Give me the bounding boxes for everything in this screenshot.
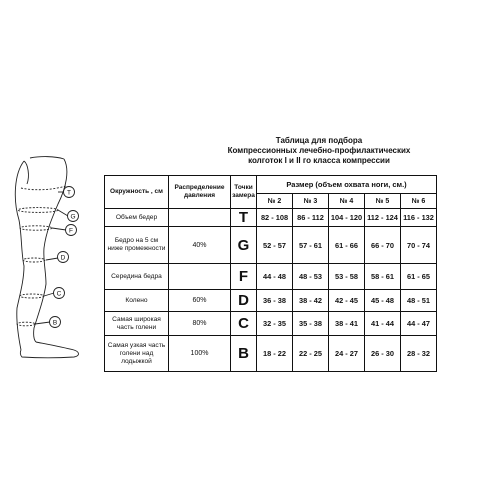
- row-value: 42 - 45: [329, 290, 365, 312]
- row-name: Объем бедер: [105, 209, 169, 227]
- row-value: 86 - 112: [293, 209, 329, 227]
- row-value: 53 - 58: [329, 264, 365, 290]
- size-table: [104, 175, 437, 372]
- row-distribution: 60%: [169, 290, 231, 312]
- marker-g-label: G: [70, 213, 76, 221]
- row-value: 32 - 35: [257, 312, 293, 336]
- row-distribution: 80%: [169, 312, 231, 336]
- row-distribution: 40%: [169, 227, 231, 264]
- marker-t-label: T: [67, 189, 71, 197]
- title-line-3: колготок I и II го класса компрессии: [248, 156, 390, 165]
- table-row: [105, 290, 437, 312]
- row-value: 104 - 120: [329, 209, 365, 227]
- row-value: 70 - 74: [401, 227, 437, 264]
- table-title: [200, 136, 438, 166]
- row-distribution: 100%: [169, 336, 231, 372]
- table-row: [105, 227, 437, 264]
- marker-d-label: D: [60, 254, 66, 262]
- row-value: 61 - 66: [329, 227, 365, 264]
- row-value: 45 - 48: [365, 290, 401, 312]
- row-value: 48 - 53: [293, 264, 329, 290]
- row-point: F: [231, 264, 257, 290]
- row-value: 112 - 124: [365, 209, 401, 227]
- header-circumference: Окружность , см: [105, 176, 169, 209]
- leg-illustration: [0, 148, 100, 363]
- marker-f-label: F: [69, 227, 73, 235]
- row-value: 48 - 51: [401, 290, 437, 312]
- header-size-6: № 6: [401, 194, 437, 209]
- header-points: Точки замера: [231, 176, 257, 209]
- marker-c-label: C: [56, 290, 62, 298]
- header-size-5: № 5: [365, 194, 401, 209]
- title-line-2: Компрессионных лечебно-профилактических: [227, 146, 411, 155]
- table-row: [105, 209, 437, 227]
- header-distribution: Распределение давления: [169, 176, 231, 209]
- row-value: 18 - 22: [257, 336, 293, 372]
- row-value: 58 - 61: [365, 264, 401, 290]
- row-value: 57 - 61: [293, 227, 329, 264]
- row-value: 52 - 57: [257, 227, 293, 264]
- title-line-1: Таблица для подбора: [275, 136, 363, 145]
- row-value: 61 - 65: [401, 264, 437, 290]
- table-row: [105, 312, 437, 336]
- header-size-3: № 3: [293, 194, 329, 209]
- table-row: [105, 264, 437, 290]
- row-distribution: [169, 209, 231, 227]
- row-value: 44 - 48: [257, 264, 293, 290]
- row-value: 41 - 44: [365, 312, 401, 336]
- marker-b-label: B: [52, 319, 58, 327]
- row-value: 26 - 30: [365, 336, 401, 372]
- header-size: Размер (объем охвата ноги, см.): [257, 176, 437, 194]
- row-name: Бедро на 5 см ниже промежности: [105, 227, 169, 264]
- row-value: 35 - 38: [293, 312, 329, 336]
- row-name: Середина бедра: [105, 264, 169, 290]
- row-name: Самая широкая часть голени: [105, 312, 169, 336]
- row-name: Колено: [105, 290, 169, 312]
- row-point: G: [231, 227, 257, 264]
- row-value: 66 - 70: [365, 227, 401, 264]
- header-size-4: № 4: [329, 194, 365, 209]
- row-value: 24 - 27: [329, 336, 365, 372]
- row-value: 36 - 38: [257, 290, 293, 312]
- row-point: D: [231, 290, 257, 312]
- row-point: C: [231, 312, 257, 336]
- row-name: Самая узкая часть голени над лодыжкой: [105, 336, 169, 372]
- header-size-2: № 2: [257, 194, 293, 209]
- row-value: 28 - 32: [401, 336, 437, 372]
- row-value: 22 - 25: [293, 336, 329, 372]
- row-distribution: [169, 264, 231, 290]
- row-value: 38 - 42: [293, 290, 329, 312]
- row-value: 116 - 132: [401, 209, 437, 227]
- row-value: 82 - 108: [257, 209, 293, 227]
- row-value: 38 - 41: [329, 312, 365, 336]
- row-value: 44 - 47: [401, 312, 437, 336]
- row-point: T: [231, 209, 257, 227]
- table-row: [105, 336, 437, 372]
- row-point: B: [231, 336, 257, 372]
